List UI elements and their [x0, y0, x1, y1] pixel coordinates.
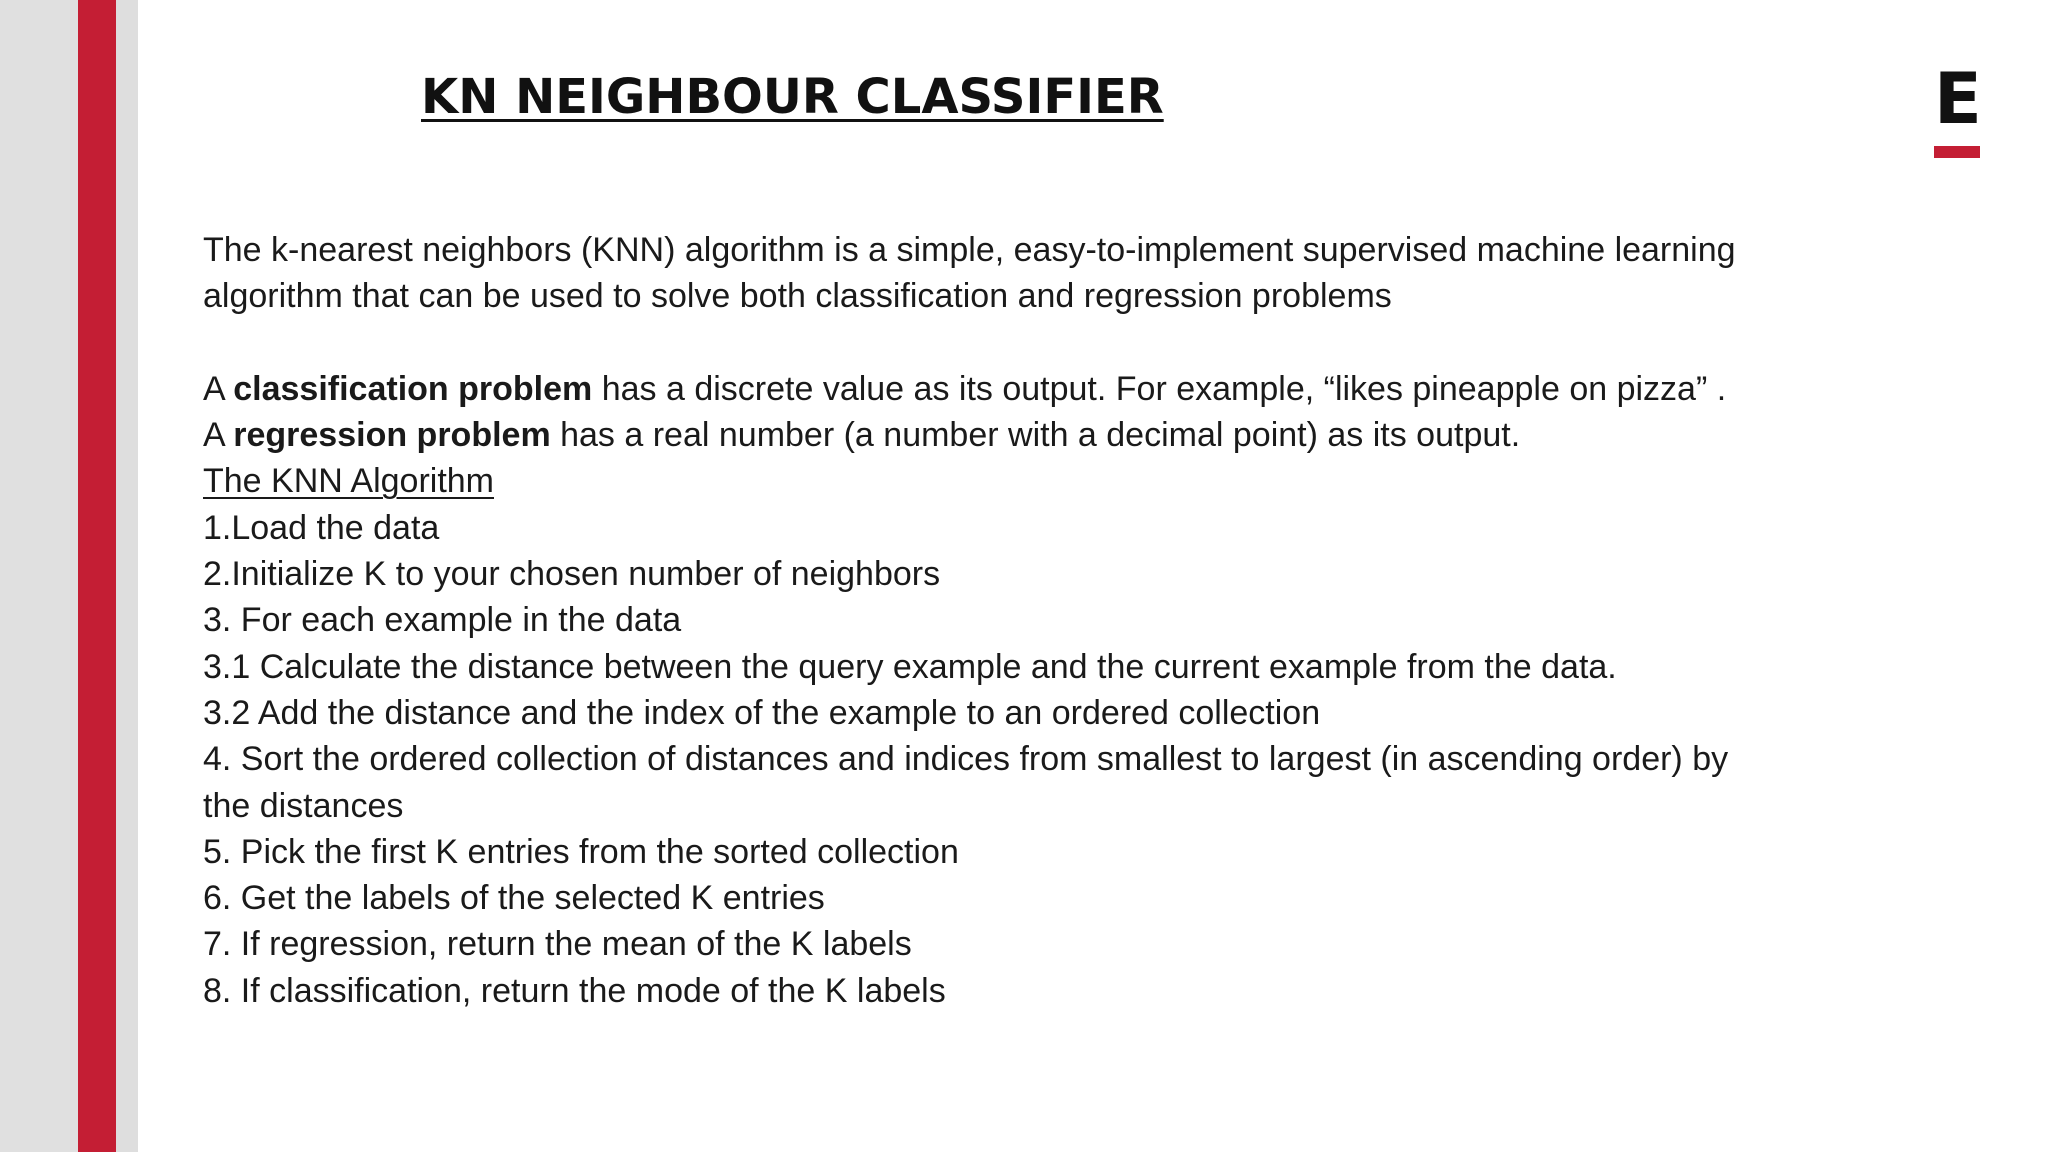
regression-term: regression problem — [233, 416, 551, 455]
classification-definition — [203, 366, 1823, 412]
algorithm-step: 4. Sort the ordered collection of distances and indices from smallest to largest (in ascending order) by — [203, 740, 1729, 779]
algorithm-step: 3.1 Calculate the distance between the query example and the current example from the data. — [203, 647, 1617, 686]
algorithm-heading-line — [203, 458, 1823, 504]
algorithm-step: 5. Pick the first K entries from the sorted collection — [203, 832, 959, 871]
left-decorative-band — [0, 0, 78, 1152]
algorithm-step: 3. For each example in the data — [203, 601, 682, 640]
blank-spacer — [203, 320, 1823, 366]
slide-body — [203, 227, 1823, 1014]
algorithm-step-continuation: the distances — [203, 786, 404, 825]
slide-title: KN NEIGHBOUR CLASSIFIER — [421, 69, 1164, 125]
red-accent-stripe — [78, 0, 116, 1152]
algorithm-step: 6. Get the labels of the selected K entries — [203, 879, 825, 918]
regression-definition — [203, 412, 1823, 458]
regression-prefix: A — [203, 416, 234, 455]
logo-letter: E — [1934, 58, 1982, 140]
classification-term: classification problem — [233, 369, 593, 408]
intro-line-1: The k-nearest neighbors (KNN) algorithm is a simple, easy-to-implement supervised machine learning — [203, 231, 1736, 269]
algorithm-step: 1.Load the data — [203, 508, 440, 547]
grey-accent-stripe — [116, 0, 138, 1152]
algorithm-heading: The KNN Algorithm — [203, 462, 494, 501]
classification-prefix: A — [203, 369, 234, 408]
algorithm-step: 3.2 Add the distance and the index of the example to an ordered collection — [203, 693, 1321, 732]
logo-red-bar — [1934, 146, 1980, 158]
brand-logo — [1934, 58, 1982, 160]
algorithm-step: 2.Initialize K to your chosen number of neighbors — [203, 555, 941, 594]
intro-line-2: algorithm that can be used to solve both classification and regression problems — [203, 277, 1392, 316]
classification-rest: has a discrete value as its output. For example, “likes pineapple on pizza” . — [592, 369, 1727, 408]
algorithm-step: 8. If classification, return the mode of the K labels — [203, 971, 946, 1010]
regression-rest: has a real number (a number with a decimal point) as its output. — [550, 416, 1521, 455]
algorithm-step: 7. If regression, return the mean of the K labels — [203, 925, 912, 964]
